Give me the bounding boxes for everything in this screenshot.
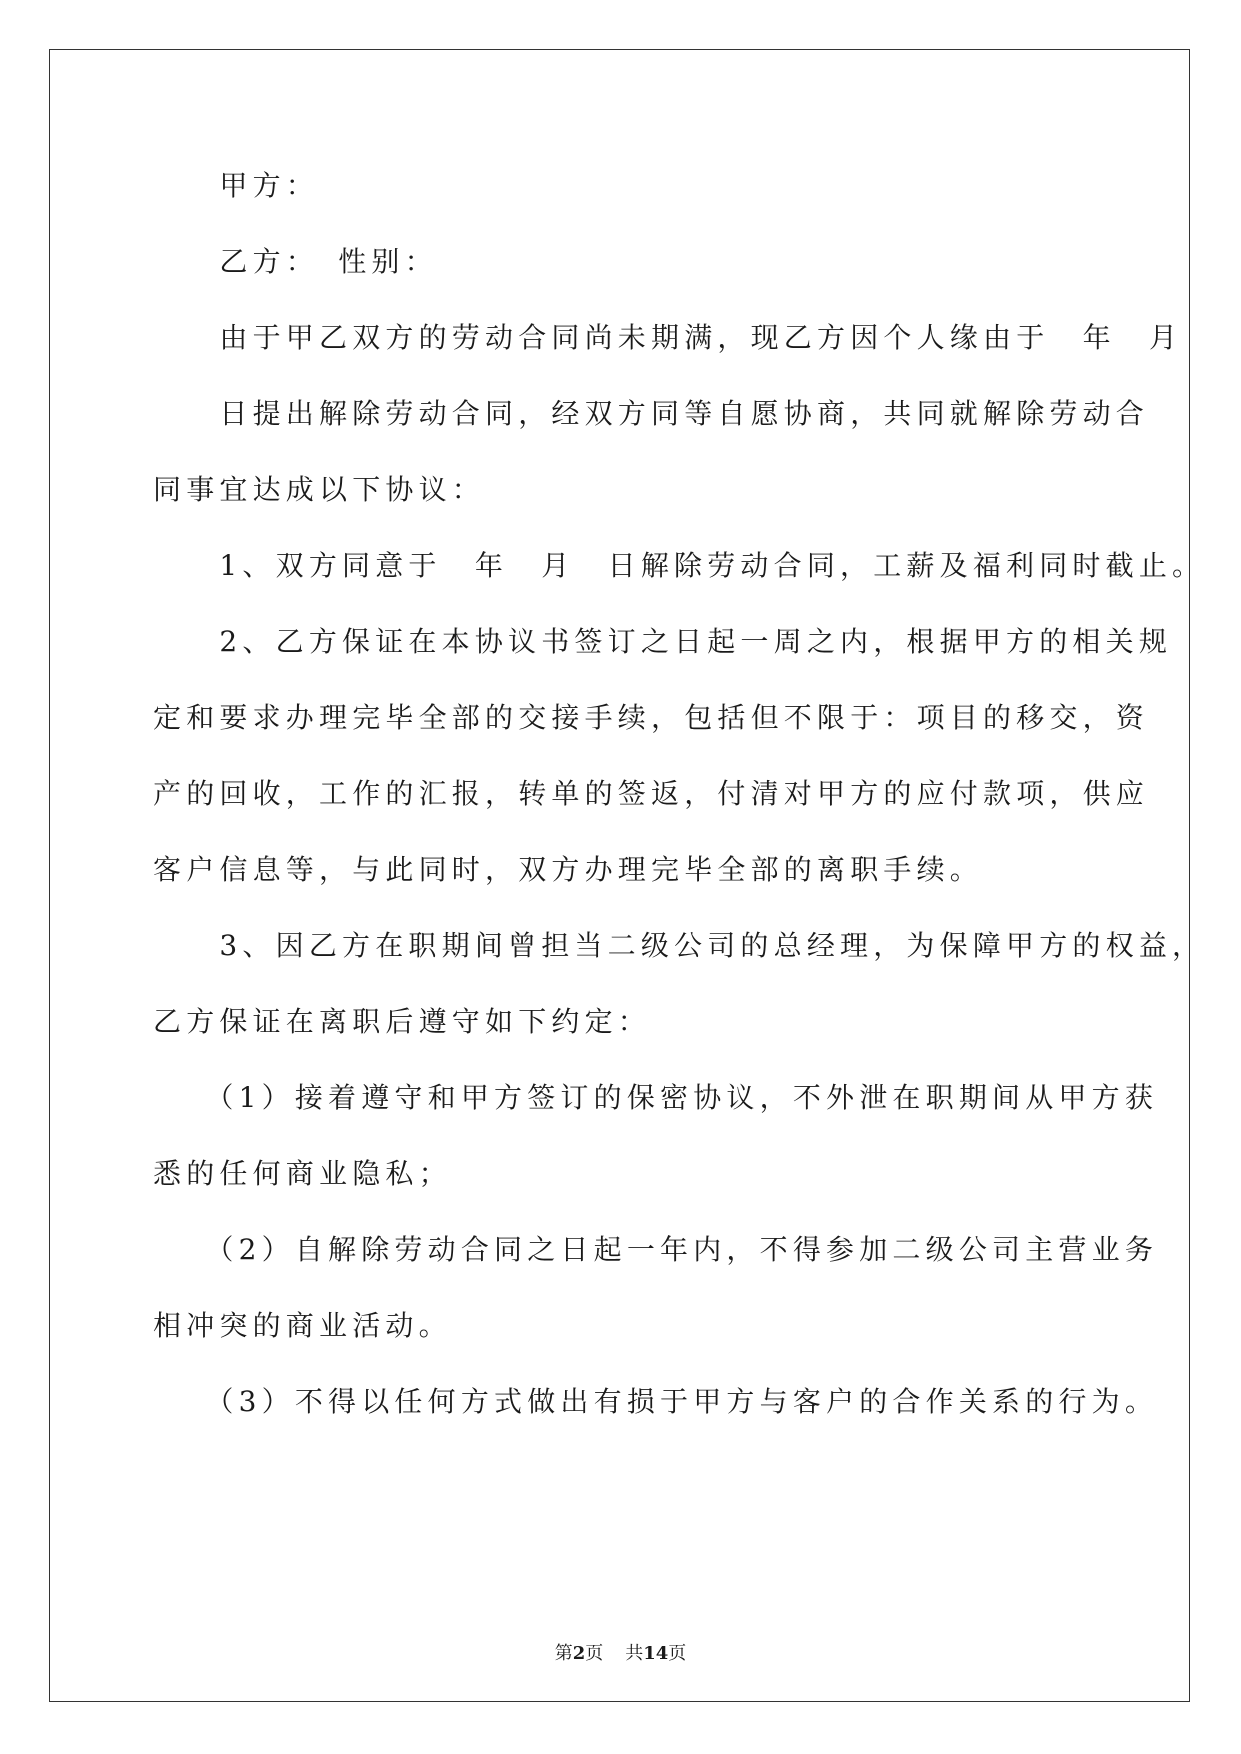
line-intro-1: 由于甲乙双方的劳动合同尚未期满，现乙方因个人缘由于 年 月 [153, 321, 1183, 354]
page-suffix: 页 [585, 1643, 604, 1664]
line-subclause-1-b: 悉的任何商业隐私； [153, 1157, 452, 1190]
line-subclause-1-a: （1）接着遵守和甲方签订的保密协议，不外泄在职期间从甲方获 [153, 1081, 1159, 1114]
total-prefix: 共 [625, 1643, 644, 1664]
line-clause-1: 1、双方同意于 年 月 日解除劳动合同，工薪及福利同时截止。 [153, 549, 1206, 582]
line-party-b: 乙方： 性别： [153, 245, 438, 278]
line-clause-2-c: 产的回收，工作的汇报，转单的签返，付清对甲方的应付款项，供应 [153, 777, 1150, 810]
line-clause-2-d: 客户信息等，与此同时，双方办理完毕全部的离职手续。 [153, 853, 984, 886]
line-clause-3-a: 3、因乙方在职期间曾担当二级公司的总经理，为保障甲方的权益， [153, 929, 1206, 962]
line-clause-2-a: 2、乙方保证在本协议书签订之日起一周之内，根据甲方的相关规 [153, 625, 1173, 658]
line-subclause-2-a: （2）自解除劳动合同之日起一年内，不得参加二级公司主营业务 [153, 1233, 1159, 1266]
line-party-a: 甲方： [153, 169, 320, 202]
total-suffix: 页 [668, 1643, 687, 1664]
line-clause-3-b: 乙方保证在离职后遵守如下约定： [153, 1005, 652, 1038]
line-intro-3: 同事宜达成以下协议： [153, 473, 486, 506]
page-prefix: 第 [554, 1643, 573, 1664]
line-intro-2: 日提出解除劳动合同，经双方同等自愿协商，共同就解除劳动合 [153, 397, 1150, 430]
page-footer [0, 1642, 1241, 1666]
line-subclause-2-b: 相冲突的商业活动。 [153, 1309, 452, 1342]
line-clause-2-b: 定和要求办理完毕全部的交接手续，包括但不限于：项目的移交，资 [153, 701, 1150, 734]
total-pages: 14 [643, 1643, 669, 1664]
page-number: 2 [572, 1643, 586, 1664]
line-subclause-3: （3）不得以任何方式做出有损于甲方与客户的合作关系的行为。 [153, 1385, 1159, 1418]
